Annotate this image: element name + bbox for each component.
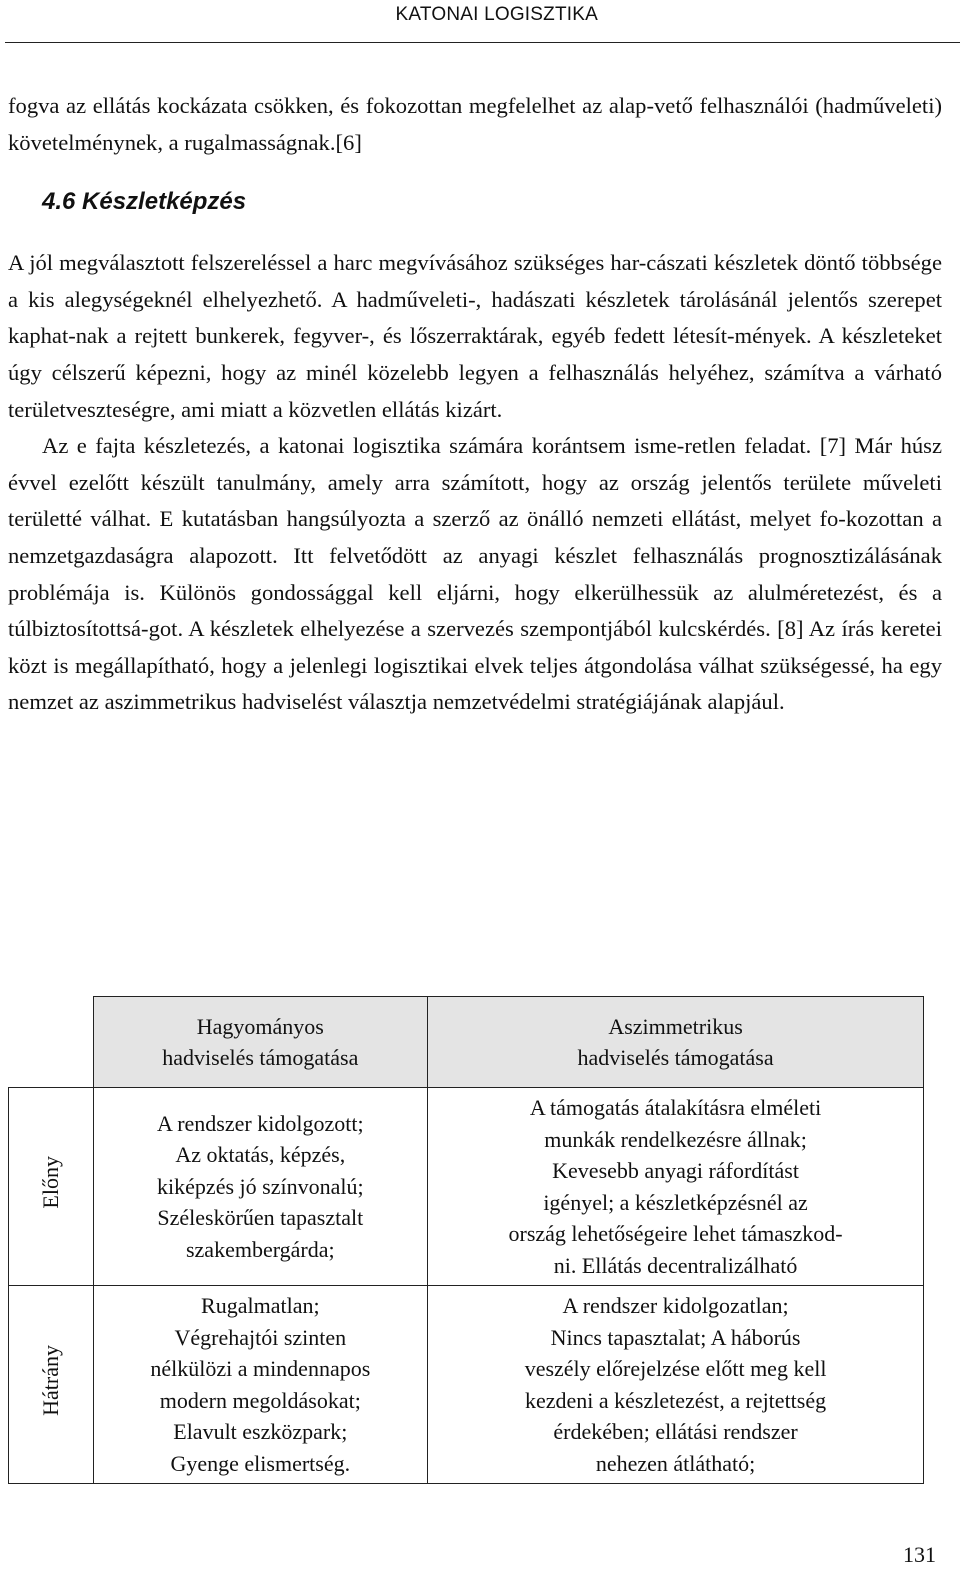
cell-line: Nincs tapasztalat; A háborús [550, 1324, 801, 1350]
column-header-line: Hagyományos [196, 1013, 324, 1039]
cell-line: A rendszer kidolgozott; [157, 1110, 364, 1136]
intro-paragraph: fogva az ellátás kockázata csökken, és fokozottan megfelelhet az alap-vető felhasználói (hadműveleti) követelménynek, a rugalmasságnak.[6] [8, 93, 942, 155]
cell-line: szakembergárda; [185, 1236, 335, 1262]
cell-line: Gyenge elismertség. [170, 1450, 351, 1476]
cell-line: nehezen átlátható; [595, 1450, 756, 1476]
paragraph-2: Az e fajta készletezés, a katonai logisztika számára korántsem isme-retlen feladat. [7] Már húsz évvel ezelőtt készült tanulmány, amely arra számított, hogy az ország jelentős területe műveleti területté válhat. E kutatásban hangsúlyozta a szerző az önálló nemzeti ellátást, melyet fo-kozottan a nemzetgazdaságra alapozott. Itt felvetődött az anyagi készlet felhasználás prognosztizálásának problémája is. Különös gondossággal kell eljárni, hogy elkerülhessük az alulméretezést, és a túlbiztosítottsá-got. A készletek elhelyezése a szervezés szempontjából kulcskérdés. [8] Az írás keretei közt is megállapítható, hogy a jelenlegi logisztikai elvek teljes átgondolása válhat szükségessé, ha egy nemzet az aszimmetrikus hadviselést választja nemzetvédelmi stratégiájának alapjául. [8, 433, 942, 715]
cell-line: Kevesebb anyagi ráfordítást [552, 1158, 799, 1183]
cell-line: nélkülözi a mindennapos [150, 1356, 371, 1381]
column-header-line: hadviselés támogatása [162, 1045, 359, 1070]
cell-line: A támogatás átalakításra elméleti [529, 1095, 822, 1120]
section-heading: 4.6 Készletképzés [42, 188, 247, 216]
cell-line: Széleskörűen tapasztalt [157, 1205, 364, 1231]
cell-line: ország lehetőségeire lehet támaszkod- [508, 1221, 843, 1246]
cell-advantage-traditional [93, 1088, 428, 1286]
table-row-disadvantage [9, 1286, 924, 1484]
row-label-text: Előny [38, 1155, 63, 1209]
column-header-traditional [93, 997, 428, 1088]
page-number: 131 [903, 1542, 936, 1567]
row-label-advantage [9, 1088, 94, 1286]
cell-line: Az oktatás, képzés, [175, 1142, 346, 1168]
cell-line: érdekében; ellátási rendszer [553, 1419, 798, 1444]
header-rule [5, 42, 960, 43]
cell-line: munkák rendelkezésre állnak; [544, 1126, 807, 1152]
cell-disadvantage-asymmetric [428, 1286, 924, 1484]
cell-line: kezdeni a készletezést, a rejtettség [525, 1387, 827, 1413]
row-label-text: Hátrány [38, 1344, 63, 1416]
cell-line: modern megoldásokat; [159, 1387, 361, 1413]
cell-disadvantage-traditional [93, 1286, 428, 1484]
column-header-line: Aszimmetrikus [608, 1013, 743, 1039]
cell-line: Elavult eszközpark; [173, 1419, 348, 1444]
page-header [0, 0, 960, 42]
cell-advantage-asymmetric [428, 1088, 924, 1286]
body-text [8, 88, 942, 721]
table-row-advantage [9, 1088, 924, 1286]
cell-line: A rendszer kidolgozatlan; [562, 1293, 789, 1318]
running-title: KATONAI LOGISZTIKA [395, 4, 598, 25]
paragraph-1: A jól megválasztott felszereléssel a harc megvívásához szükséges har-cászati készletek döntő többsége a kis alegységeknél elhelyezhető. A hadműveleti-, hadászati készletek tárolásánál jelentős szerepet kaphat-nak a rejtett bunkerek, fegyver-, és lőszerraktárak, egyéb fedett létesít-mények. A készleteket úgy célszerű képezni, hogy az minél közelebb legyen a felhasználás helyéhez, számítva a várható területveszteségre, ami miatt a közvetlen ellátás kizárt. [8, 250, 942, 422]
column-header-asymmetric [428, 997, 924, 1088]
table-corner-cell [9, 997, 94, 1088]
comparison-table-wrapper [8, 996, 924, 1482]
comparison-table [8, 996, 924, 1484]
cell-line: Rugalmatlan; [201, 1293, 320, 1318]
column-header-line: hadviselés támogatása [577, 1045, 774, 1070]
table-header-row [9, 997, 924, 1088]
cell-line: veszély előrejelzése előtt meg kell [524, 1356, 827, 1381]
cell-line: kiképzés jó színvonalú; [157, 1173, 364, 1199]
cell-line: Végrehajtói szinten [174, 1324, 347, 1350]
cell-line: igényel; a készletképzésnél az [543, 1189, 808, 1215]
cell-line: ni. Ellátás decentralizálható [553, 1252, 798, 1278]
row-label-disadvantage [9, 1286, 94, 1484]
